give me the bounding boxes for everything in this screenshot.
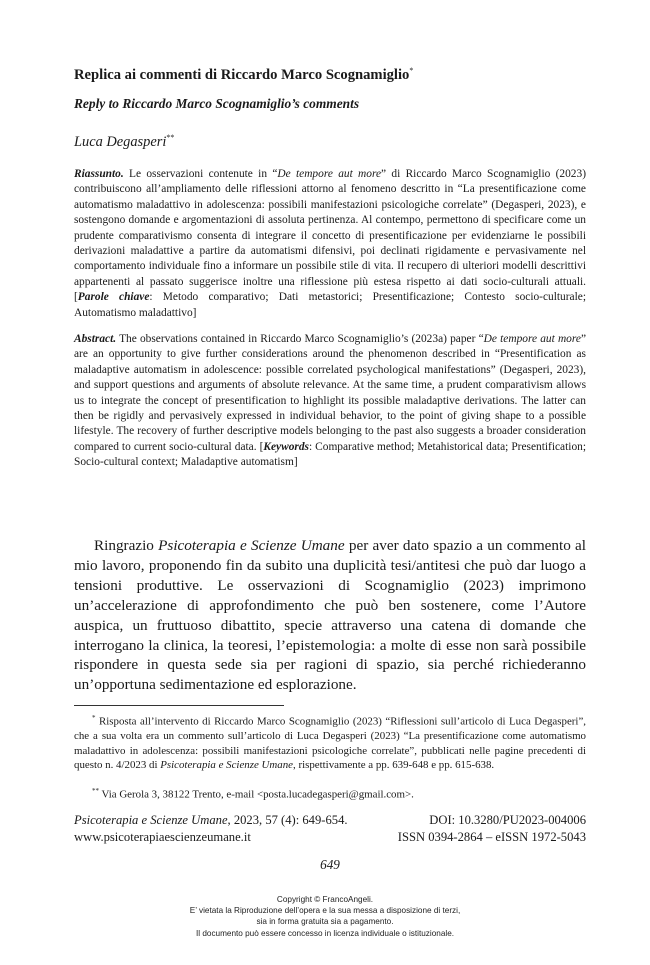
abstract-keywords: : Comparative method; Metahistorical data; Presentification; Socio-cultural context; Maladaptive automatism] bbox=[74, 440, 586, 469]
citation-row-1 bbox=[74, 812, 586, 829]
footnote-1: * Risposta all’intervento di Riccardo Marco Scognamiglio (2023) “Riflessioni sull’articolo di Luca Degasperi”, che a sua volta era un commento sull’articolo di Luca Degasperi (2023) “La presentificazione come automatismo maladattivo in adolescenza: possibili manifestazioni psicologiche correlate”, pubblicati nelle pagine precedenti di questo n. 4/2023 di Psicoterapia e Scienze Umane, rispettivamente a pp. 639-648 e pp. 615-638. bbox=[74, 714, 586, 772]
abstract-label: Abstract. bbox=[74, 333, 117, 345]
abstract-paragraph: Abstract. The observations contained in Riccardo Marco Scognamiglio’s (2023a) paper “De tempore aut more” are an opportunity to give further considerations around the phenomenon described in “Presentification as maladaptive automatism in adolescence: possible correlated psychological manifestations” (Degasperi, 2023), and support questions and arguments of absolute relevance. At the same time, a prudent comparativism allows us to integrate the concept of presentification to highlight its possible maladaptive derivations. The latter can then be rigidly and pervasively expressed in individual behavior, to the point of giving shape to a possible lifestyle. The recovery of further descriptive models belonging to the past also suggests a broader consideration compared to current socio-cultural data. [Keywords: Comparative method; Metahistorical data; Presentification; Socio-cultural context; Maladaptive automatism] bbox=[74, 333, 586, 469]
citation-doi: DOI: 10.3280/PU2023-004006 bbox=[429, 813, 586, 827]
citation-row-2 bbox=[74, 829, 586, 846]
abstract-quote: De tempore aut more bbox=[483, 333, 581, 345]
author-footnote-mark: ** bbox=[166, 133, 175, 142]
footnote-divider bbox=[74, 705, 284, 706]
footnote-2: ** Via Gerola 3, 38122 Trento, e-mail <posta.lucadegasperi@gmail.com>. bbox=[92, 787, 414, 801]
article-author: Luca Degasperi** bbox=[74, 133, 175, 150]
body-paragraph: Ringrazio Psicoterapia e Scienze Umane per aver dato spazio a un commento al mio lavoro, proponendo fin da subito una duplicità tesi/antitesi che può dar luogo a tensioni produttive. Le osservazioni di Scognamiglio (2023) imprimono un’accelerazione di approfondimento che può ben sostenere, come l’Autore auspica, un fruttuoso dibattito, specie attraverso una catena di domande che interrogano la clinica, la teoresi, l’epistemologia: a molte di esse non sarà possibile rispondere in questa sede sia per ragioni di spazio, sia perché richiederanno un’opportuna sedimentazione ed esplorazione. bbox=[74, 537, 587, 694]
body-journal-name: Psicoterapia e Scienze Umane bbox=[158, 537, 345, 554]
abstract-keywords-label: Keywords bbox=[263, 440, 309, 453]
citation-volume: , 2023, 57 (4): 649-654. bbox=[227, 813, 348, 827]
riassunto-keywords-label: Parole chiave bbox=[77, 291, 150, 304]
page-number: 649 bbox=[320, 857, 340, 872]
riassunto-label: Riassunto. bbox=[74, 168, 124, 180]
riassunto-quote: De tempore aut more bbox=[277, 168, 382, 180]
copyright-notice: Copyright © FrancoAngeli. E’ vietata la Riproduzione dell’opera e la sua messa a disposizione di terzi, sia in forma gratuita sia a pagamento. Il documento può essere concesso in licenza individuale o istituzionale. bbox=[189, 895, 461, 938]
riassunto-keywords: : Metodo comparativo; Dati metastorici; Presentificazione; Contesto socio-culturale; Automatismo maladattivo] bbox=[74, 291, 586, 319]
citation-issn: ISSN 0394-2864 – eISSN 1972-5043 bbox=[397, 829, 586, 844]
article-title: Replica ai commenti di Riccardo Marco Scognamiglio* bbox=[74, 66, 414, 83]
riassunto-paragraph: Riassunto. Le osservazioni contenute in “De tempore aut more” di Riccardo Marco Scognamiglio (2023) contribuiscono all’ampliamento delle riflessioni attorno al fenomeno descritto in “La presentificazione come automatismo maladattivo in adolescenza: possibili manifestazioni psicologiche correlate” (Degasperi, 2023), e sostengono domande e argomentazioni di assoluta pertinenza. Al contempo, permettono di specificare come un prudente comparativismo consenta di integrare il concetto di presentificazione per evidenziarne le possibili derivazioni maladattive a partire da automatismi difensivi, poi declinati rigidamente e pervasivamente nel comportamento individuale fino a informare un possibile stile di vita. Il recupero di ulteriori modelli descrittivi appartenenti al passato suggerisce inoltre una riflessione più estesa rispetto ai dati socio-culturali attuali. [Parole chiave: Metodo comparativo; Dati metastorici; Presentificazione; Contesto socio-culturale; Automatismo maladattivo] bbox=[74, 168, 586, 319]
citation-journal: Psicoterapia e Scienze Umane bbox=[74, 813, 228, 827]
article-subtitle: Reply to Riccardo Marco Scognamiglio’s comments bbox=[74, 96, 360, 111]
citation-block bbox=[74, 812, 586, 845]
title-footnote-mark: * bbox=[409, 66, 414, 75]
citation-website: www.psicoterapiaescienzeumane.it bbox=[74, 829, 251, 844]
